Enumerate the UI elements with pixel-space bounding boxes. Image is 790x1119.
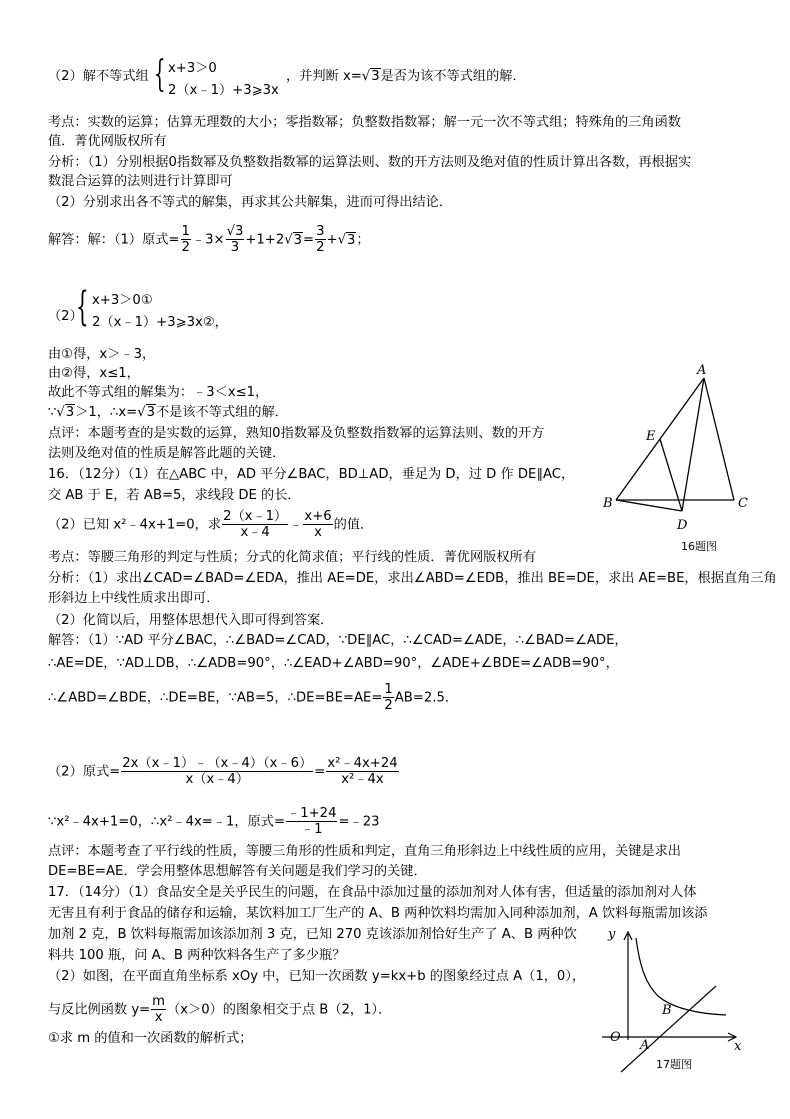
q16-line3: （2）已知 x²﹣4x+1=0，求 $\frac{2(x﹣1)}{x﹣4}$ ﹣ $\frac{x+6}{x}$ 的值． xyxy=(48,509,374,540)
q16-line2: 交 AB 于 E，若 AB=5，求线段 DE 的长． xyxy=(48,488,301,503)
figure-17-caption: 17题图 xyxy=(656,1058,692,1071)
kaodian1-line2: 值．菁优网版权所有 xyxy=(48,134,167,149)
dianping2-line1: 点评：本题考查了平行线的性质，等腰三角形的性质和判定，直角三角形斜边上中线性质的应用，关键是求出 xyxy=(48,844,681,859)
label-a: A xyxy=(697,363,707,378)
sol-line2: 由②得，x≤1， xyxy=(48,366,140,381)
q17-line7: ①求 m 的值和一次函数的解析式； xyxy=(48,1031,253,1046)
label-b: B xyxy=(603,496,613,511)
segment-ad xyxy=(682,378,704,511)
q17-line3: 加剂 2 克，B 饮料每瓶需加该添加剂 3 克，已知 270 克该添加剂恰好生产了 A、B 两种饮 xyxy=(48,927,577,942)
figure-17 xyxy=(598,922,750,1082)
q2-system: x+3＞0 2（x﹣1）+3⩾3x xyxy=(168,61,279,98)
segment-bd xyxy=(616,500,682,511)
expr3: ∵x²﹣4x+1=0，∴x²﹣4x=﹣1，原式= $\frac{﹣1+24}{﹣1}$ =﹣23 xyxy=(48,806,380,837)
label-d: D xyxy=(677,518,688,533)
sol-line3: 故此不等式组的解集为：﹣3＜x≤1， xyxy=(48,385,269,400)
kaodian1-line1: 考点：实数的运算；估算无理数的大小；零指数幂；负整数指数幂；解一元一次不等式组；特殊角的三角函数 xyxy=(48,115,681,130)
q17-line5: （2）如图，在平面直角坐标系 xOy 中，已知一次函数 y=kx+b 的图象经过点 A（1，0）， xyxy=(48,969,586,984)
label-c: C xyxy=(738,496,748,511)
q2-prompt: （2）解不等式组 xyxy=(48,69,149,84)
q17-line2: 无害且有利于食品的储存和运输，某饮料加工厂生产的 A、B 两种饮料均需加入同种添加剂，A 饮料每瓶需加该添 xyxy=(48,906,708,921)
hyperbola-curve xyxy=(636,938,726,1015)
left-brace-2: { xyxy=(76,284,89,330)
fenxi1-line2: 数混合运算的法则进行计算即可 xyxy=(48,174,233,189)
label-point-a: A xyxy=(640,1038,650,1053)
sol-line4: ∵√3＞1，∴x=√3不是该不等式组的解． xyxy=(48,405,288,420)
dianping1-line2: 法则及绝对值的性质是解答此题的关键． xyxy=(48,446,286,461)
jieda2-line1: 解答：（1）∵AD 平分∠BAC，∴∠BAD=∠CAD，∵DE∥AC，∴∠CAD=∠ADE，∴∠BAD=∠ADE， xyxy=(48,633,628,648)
figure-16 xyxy=(598,362,758,562)
q2-prompt-suffix: ，并判断 x=√3是否为该不等式组的解． xyxy=(286,69,526,84)
q17-line4: 料共 100 瓶，问 A、B 两种饮料各生产了多少瓶？ xyxy=(48,948,346,963)
label-origin: O xyxy=(610,1030,621,1045)
expr2: （2）原式= $\frac{2x(x﹣1)﹣(x﹣4)(x﹣6)}{x(x﹣4)}$ = $\frac{\text{x²﹣4x+24}}{\text{x²﹣4x}}$ xyxy=(48,756,398,787)
q17-line1: 17．（14分）（1）食品安全是关乎民生的问题，在食品中添加过量的添加剂对人体有害，但适量的添加剂对人体 xyxy=(48,885,697,900)
left-brace: { xyxy=(154,54,166,95)
sys2-prefix: （2） xyxy=(48,309,83,324)
label-point-b: B xyxy=(662,1003,672,1018)
dianping1-line1: 点评：本题考查的是实数的运算，熟知0指数幂及负整数指数幂的运算法则、数的开方 xyxy=(48,426,545,441)
jieda2-line3: ∴∠ABD=∠BDE，∴DE=BE，∵AB=5，∴DE=BE=AE= $\frac{1}{2}$ AB=2.5． xyxy=(48,682,459,713)
label-e: E xyxy=(646,429,656,444)
fenxi1-line1: 分析：（1）分别根据0指数幂及负整数指数幂的运算法则、数的开方法则及绝对值的性质计算出各数，再根据实 xyxy=(48,155,692,170)
segment-ac xyxy=(704,378,734,500)
fenxi2-line2: 形斜边上中线性质求出即可． xyxy=(48,591,220,606)
q16-line1: 16．（12分）（1）在△ABC 中，AD 平分∠BAC，BD⊥AD，垂足为 D，过 D 作 DE∥AC， xyxy=(48,467,575,482)
sys2-system: x+3＞0① 2（x﹣1）+3⩾3x②， xyxy=(92,293,228,330)
jieda1: 解答：解：（1）原式= $\frac{1}{2}$ ﹣3× $\frac{√3}{3}$ +1+2√3= $\frac{3}{2}$ +√3； xyxy=(48,224,370,255)
fenxi2-line1: 分析：（1）求出∠CAD=∠BAD=∠EDA，推出 AE=DE，求出∠ABD=∠EDB，推出 BE=DE，求出 AE=BE，根据直角三角 xyxy=(48,571,777,586)
sol-line1: 由①得，x＞﹣3， xyxy=(48,347,156,362)
fenxi1-line3: （2）分别求出各不等式的解集，再求其公共解集，进而可得出结论． xyxy=(48,195,453,210)
jieda2-line2: ∴AE=DE，∵AD⊥DB，∴∠ADB=90°，∴∠EAD+∠ABD=90°，∠ADE+∠BDE=∠ADB=90°， xyxy=(48,656,619,671)
label-x: x xyxy=(734,1039,742,1054)
label-y: y xyxy=(608,927,616,942)
dianping2-line2: DE=BE=AE．学会用整体思想解答有关问题是我们学习的关键． xyxy=(48,864,427,879)
q17-line6: 与反比例函数 y= $\frac{m}{x}$ （x＞0）的图象相交于点 B（2，1）． xyxy=(48,994,392,1025)
figure-16-caption: 16题图 xyxy=(681,540,717,553)
kaodian2: 考点：等腰三角形的判定与性质；分式的化简求值；平行线的性质．菁优网版权所有 xyxy=(48,550,536,565)
fenxi2-line3: （2）化简以后，用整体思想代入即可得到答案． xyxy=(48,613,334,628)
